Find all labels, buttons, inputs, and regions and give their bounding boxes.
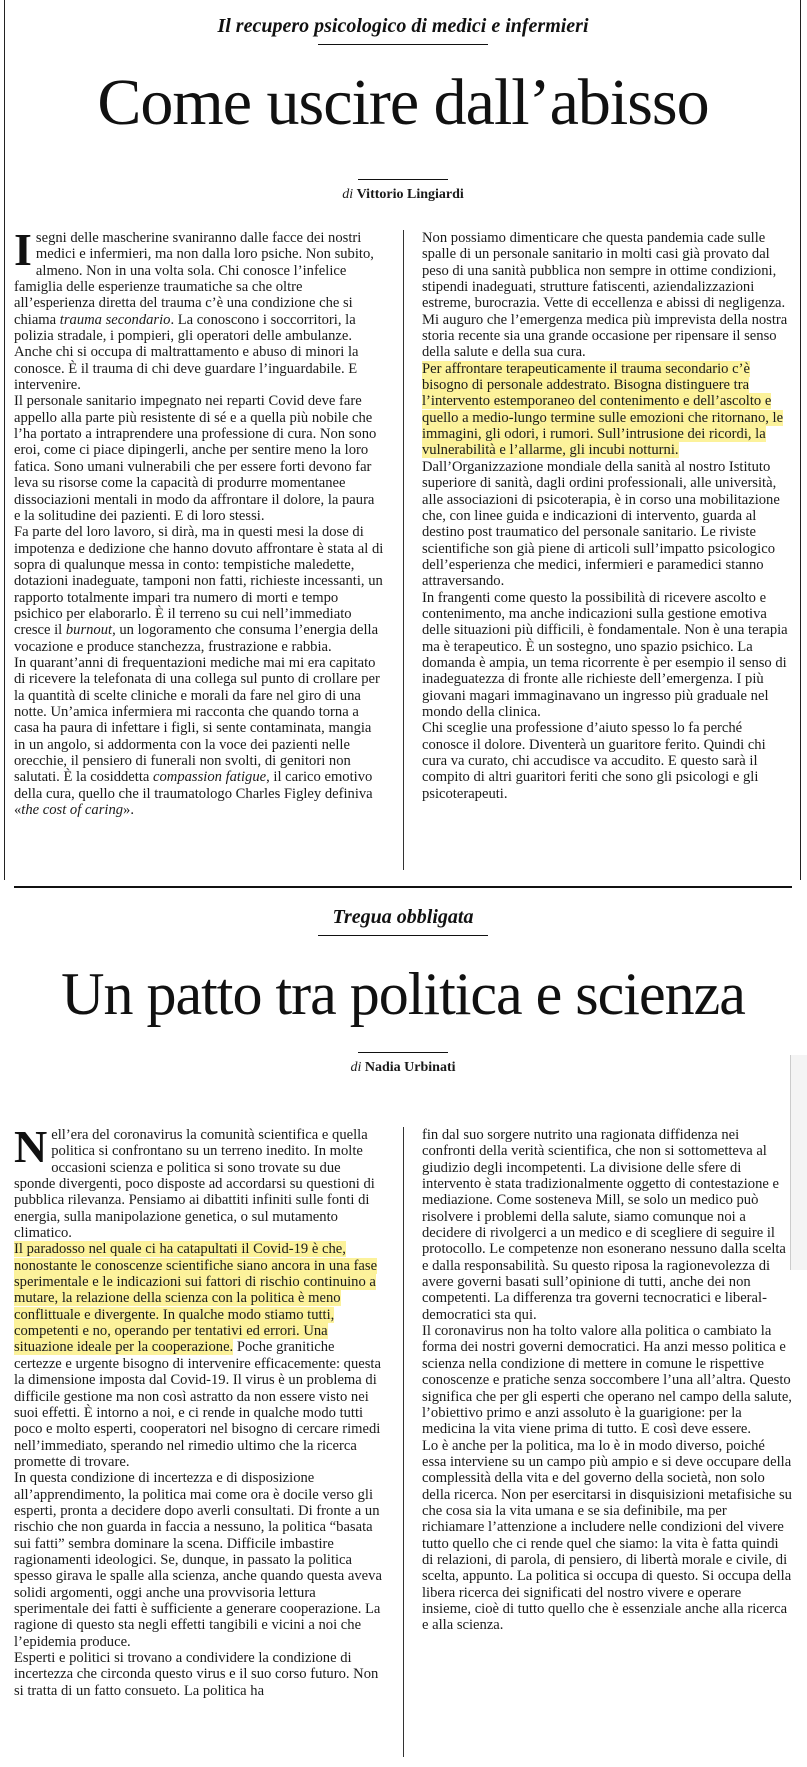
page-edge-right: [800, 0, 801, 880]
page-edge-left: [4, 0, 5, 880]
paragraph: Nell’era del coronavirus la comunità scientifica e quella politica si confrontano su un terreno inedito. In molte occasioni scienza e politica si sono trovate su due sponde divergenti, poco disposte ad accordarsi su questioni di pubblica rilevanza. Pensiamo ai dibattiti infiniti sulle fonti di energia, sulla manipolazione genetica, o sul mutamento climatico.: [14, 1127, 375, 1242]
paragraph: In quarant’anni di frequentazioni mediche mai mi era capitato di ricevere la telefonata di una collega sul punto di crollare per la quantità di scelte cliniche e morali da fare nel giro di una notte. Un’amica infermiera mi racconta che quando torna a casa ha paura di infettare i figli, si sente contaminata, mangia in un angolo, si addormenta con la voce dei pazienti nelle orecchie, il pensiero di funerali non svolti, di genitori non salutati. È la cosiddetta compassion fatigue, il carico emotivo della cura, quello che il traumatologo Charles Figley definiva «the cost of caring».: [14, 654, 380, 819]
paragraph: In questa condizione di incertezza e di disposizione all’apprendimento, la politica mai come ora è docile verso gli esperti, pronta a decidere dopo averli consultati. Di fronte a un rischio che non guarda in faccia a nessuno, la politica “basata sui fatti” sembra dominare la scena. Difficile imbastire ragionamenti ideologici. Se, dunque, in passato la politica spesso girava le spalle alla scienza, anche quando questa aveva solidi argomenti, oggi anche una provvisoria lettura sperimentale dei fatti è sufficiente a generare cooperazione. La ragione di questo sta negli effetti tangibili e vicini a noi che l’epidemia produce.: [14, 1470, 382, 1650]
author-name: Vittorio Lingiardi: [356, 187, 464, 202]
headline: Come uscire dall’abisso: [97, 66, 709, 139]
byline: [14, 186, 792, 204]
section-divider: [14, 886, 792, 888]
paragraph: Esperti e politici si trovano a condividere la condizione di incertezza che circonda questo virus e il suo corso futuro. Non si tratta di un fatto consueto. La politica ha: [14, 1650, 379, 1699]
paragraph: Non possiamo dimenticare che questa pandemia cade sulle spalle di un personale sanitario in molti casi già provato dal peso di una sanità pubblica non sempre in ottime condizioni, stipendi inadeguati, strutture fatiscenti, aziendalizzazioni estreme, burocrazia. Vette di eccellenza e abissi di negligenza. Mi auguro che l’emergenza medica più imprevista della nostra storia recente sia una grande occasione per ripensare il senso della salute e della sua cura.: [422, 230, 788, 361]
kicker: Tregua obbligata: [332, 906, 474, 928]
column-divider: [403, 230, 404, 870]
byline-prefix: di: [350, 1060, 362, 1075]
headline: Un patto tra politica e scienza: [61, 961, 745, 1027]
column-gap: [384, 1127, 422, 1757]
paragraph: Il paradosso nel quale ci ha catapultati il Covid-19 è che, nonostante le conoscenze scientifiche siano ancora in una fase sperimentale e le indicazioni sui fattori di rischio continuino a mutare, la relazione della scienza con la politica è meno conflittuale e divergente. In qualche modo stiamo tutti, competenti e no, operando per tentativi ed errori. Una situazione ideale per la cooperazione. Poche granitiche certezze e urgente bisogno di intervenire efficacemente: questa la dimensione imposta dal Covid-19. Il virus è un problema di difficile gestione ma non così astratto da non essere visto nei suoi effetti. È intorno a noi, e ci rende in qualche modo tutti poco e molto esperti, cooperatori nel bisogno di cercare rimedi nell’immediato, sperando nel rimedio ultimo che la ricerca promette di trovare.: [14, 1241, 381, 1470]
byline-rule: [358, 1052, 448, 1053]
highlighted-text: Il paradosso nel quale ci ha catapultati il Covid-19 è che, nonostante le conoscenze scientifiche siano ancora in una fase sperimentale e le indicazioni sui fattori di rischio continuino a mutare, la relazione della scienza con la politica è meno conflittuale e divergente. In qualche modo stiamo tutti, competenti e no, operando per tentativi ed errori. Una situazione ideale per la cooperazione.: [14, 1241, 378, 1356]
author-name: Nadia Urbinati: [364, 1060, 456, 1075]
paragraph: Il coronavirus non ha tolto valore alla politica o cambiato la forma dei nostri governi democratici. Ha anzi messo politica e scienza nella condizione di mettere in comune le rispettive conoscenze e pratiche senza soccombere l’una all’altra. Questo significa che per gli esperti che operano nel campo della salute, l’obiettivo primo e anzi assoluto è la guarigione: per la medicina la vita viene prima di tutto. E così deve essere.: [422, 1323, 792, 1438]
paragraph: Per affrontare terapeuticamente il trauma secondario c’è bisogno di personale addestrato. Bisogna distinguere tra l’intervento estemporaneo del contenimento e dell’ascolto e quello a medio-lungo termine sulle emozioni che ritornano, le immagini, gli odori, i rumori. Sull’intrusione dei ricordi, la vulnerabilità e l’allarme, gli incubi notturni. Dall’Organizzazione mondiale della sanità al nostro Istituto superiore di sanità, dagli ordini professionali, alle università, alle associazioni di psicoterapia, è in corso una mobilitazione che, con linee guida e indicazioni di intervento, guarda al destino post traumatico del personale sanitario. Le riviste scientifiche son già piene di articoli sull’impatto psicologico dell’esperienza che medici, infermieri e paramedici stanno attraversando.: [422, 360, 784, 590]
column-gap: [384, 230, 422, 870]
drop-cap: N: [14, 1127, 48, 1172]
byline: [14, 1059, 792, 1077]
byline-prefix: di: [342, 187, 354, 202]
paragraph: Lo è anche per la politica, ma lo è in modo diverso, poiché essa interviene su un campo più ampio e si deve occupare della complessità della vita e del governo della società, non solo della ricerca. Non per esercitarsi in disquisizioni metafisiche su che cosa sia la vita umana e se sia definibile, ma per richiamare l’attenzione a includere nelle condizioni del vivere tutto quello che ci rende quel che siamo: la vita è fatta quindi di relazioni, di parola, di pensiero, di libertà morale e civile, di scelta, appunto. La politica si occupa di questo. Si occupa della libera ricerca dei significati del nostro vivere e operare insieme, cioè di tutto quello che è essenziale anche alla ricerca e alla scienza.: [422, 1437, 792, 1634]
column-left: [14, 230, 384, 870]
kicker-rule: [318, 44, 488, 45]
kicker: Il recupero psicologico di medici e infermieri: [217, 15, 589, 37]
page-edge-shadow: [790, 1055, 807, 1270]
article-politics-science: [14, 905, 792, 1760]
column-right: [422, 230, 792, 870]
highlighted-text: Per affrontare terapeuticamente il trauma secondario c’è bisogno di personale addestrato. Bisogna distinguere tra l’intervento estemporaneo del contenimento e dell’ascolto e quello a medio-lungo termine sulle emozioni che ritornano, le immagini, gli odori, i rumori. Sull’intrusione dei ricordi, la vulnerabilità e l’allarme, gli incubi notturni.: [422, 360, 784, 459]
paragraph: Chi sceglie una professione d’aiuto spesso lo fa perché conosce il dolore. Diventerà un guaritore ferito. Quindi chi cura va curato, chi accudisce va accudito. E questo sarà il compito di altri guaritori feriti che sono gli psicologi e gli psicoterapeuti.: [422, 720, 766, 802]
paragraph: fin dal suo sorgere nutrito una ragionata diffidenza nei confronti della verità scientifica, che non si sottometteva al giudizio degli incompetenti. La divisione delle sfere di intervento è stata tradizionalmente oggetto di contestazione e mediazione. Come sosteneva Mill, se solo un medico può risolvere i problemi della salute, siamo comunque noi a decidere di rivolgerci a un medico e di scegliere di seguire il protocollo. Le competenze non esonerano nessuno dalla scelta e dalla responsabilità. Su questo riposa la ragionevolezza di avere governi basati sull’opinione di tutti, anche dei non competenti. La differenza tra governi tecnocratici e liberal-democratici sta qui.: [422, 1127, 786, 1323]
article-body: [14, 230, 792, 870]
article-body: [14, 1127, 792, 1757]
paragraph: Il personale sanitario impegnato nei reparti Covid deve fare appello alla parte più resistente di sé e a quella più nobile che l’ha portato a intraprendere una professione di cura. Non sono eroi, come ci piace dipingerli, anche per sentire meno la loro fatica. Sono umani vulnerabili che per essere forti devono far leva su risorse come la capacità di produrre momentanee dissociazioni mentali in modo da affrontare il dolore, la paura e la solitudine dei pazienti. E di loro stessi.: [14, 393, 377, 524]
kicker-rule: [318, 935, 488, 936]
paragraph: In frangenti come questo la possibilità di ricevere ascolto e contenimento, ma anche indicazioni sulla gestione emotiva delle situazioni più difficili, è fondamentale. Non è una terapia ma è terapeutico. È un sostegno, uno spazio psichico. La domanda è ampia, un tema ricorrente è per esempio il senso di inadeguatezza di fronte alle richieste dell’emergenza. I più giovani magari immaginavano un ingresso più graduale nel mondo della clinica.: [422, 589, 788, 720]
article-trauma: [14, 10, 792, 870]
drop-cap: I: [14, 230, 32, 275]
column-right: [422, 1127, 792, 1757]
column-divider: [403, 1127, 404, 1757]
paragraph: Isegni delle mascherine svaniranno dalle facce dei nostri medici e infermieri, ma non dalla loro psiche. Non subito, almeno. Non in una volta sola. Chi conosce l’infelice famiglia delle esperienze traumatiche sa che oltre all’esperienza diretta del trauma c’è una condizione che si chiama trauma secondario. La conoscono i soccorritori, la polizia stradale, i pompieri, gli operatori delle ambulanze. Anche chi si occupa di maltrattamento e abuso di minori la conosce. È il trauma di chi deve guardare l’inguardabile. E intervenire.: [14, 230, 374, 394]
paragraph: Fa parte del loro lavoro, si dirà, ma in questi mesi la dose di impotenza e dedizione che hanno dovuto affrontare è stata al di sopra di qualunque messa in conto: tempistiche maledette, dotazioni inadeguate, tamponi non fatti, richieste incessanti, un rapporto totalmente impari tra numero di morti e tempo psichico per elaborarlo. È il terreno su cui nell’immediato cresce il burnout, un logoramento che consuma l’energia della vocazione e produce stanchezza, frustrazione e rabbia.: [14, 524, 384, 655]
column-left: [14, 1127, 384, 1757]
byline-rule: [358, 179, 448, 180]
